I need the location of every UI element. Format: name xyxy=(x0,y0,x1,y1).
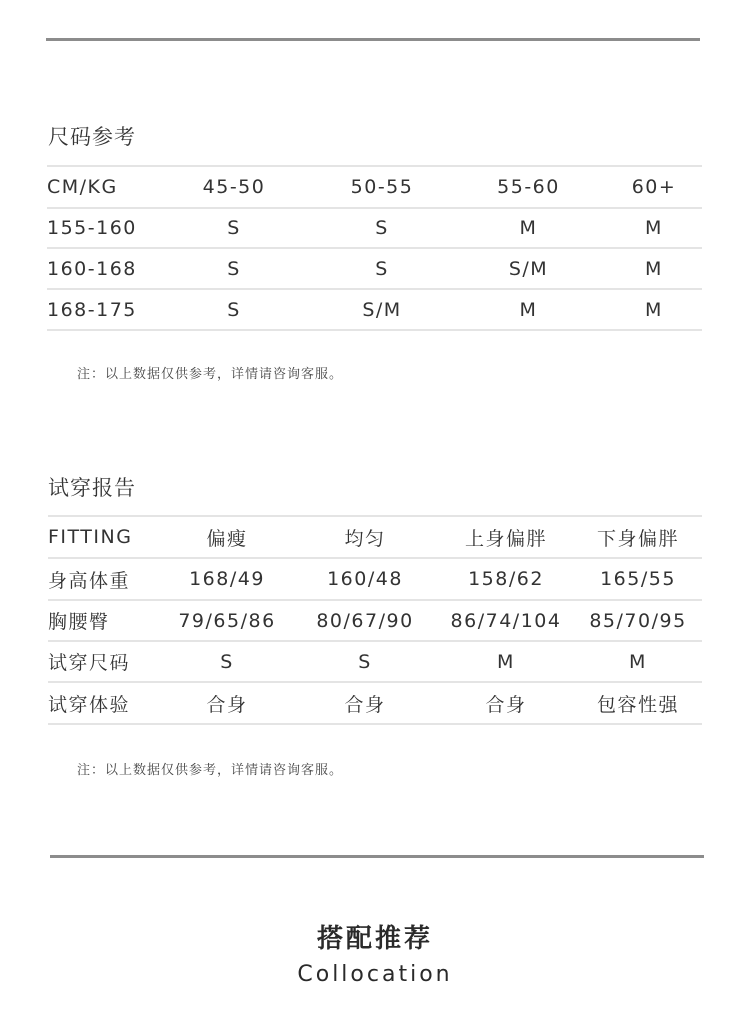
table-header-cell: 60+ xyxy=(606,166,702,208)
table-cell: S xyxy=(155,289,313,330)
table-cell: M xyxy=(438,641,574,682)
table-cell: 160/48 xyxy=(292,558,438,600)
table-row xyxy=(48,641,702,682)
table-cell: M xyxy=(606,248,702,289)
table-header-cell: 55-60 xyxy=(451,166,606,208)
table-cell: S xyxy=(155,208,313,248)
table-cell: 合身 xyxy=(292,682,438,724)
fitting-report-note: 注：以上数据仅供参考，详情请咨询客服。 xyxy=(77,763,344,778)
table-row xyxy=(48,600,702,641)
size-reference-table xyxy=(47,165,702,331)
table-cell: M xyxy=(606,289,702,330)
table-cell: S/M xyxy=(451,248,606,289)
table-header-cell: FITTING xyxy=(48,516,162,558)
table-header-row xyxy=(47,166,702,208)
table-row xyxy=(48,558,702,600)
table-header-cell: 偏瘦 xyxy=(162,516,292,558)
table-cell: 86/74/104 xyxy=(438,600,574,641)
table-cell: 80/67/90 xyxy=(292,600,438,641)
table-cell: 79/65/86 xyxy=(162,600,292,641)
collocation-subtitle: Collocation xyxy=(297,962,453,987)
table-cell: 试穿尺码 xyxy=(48,641,162,682)
table-header-cell: 均匀 xyxy=(292,516,438,558)
table-cell: 包容性强 xyxy=(574,682,702,724)
table-header-cell: CM/KG xyxy=(47,166,155,208)
table-header-cell: 下身偏胖 xyxy=(574,516,702,558)
size-reference-note: 注：以上数据仅供参考，详情请咨询客服。 xyxy=(77,367,344,382)
table-cell: 155-160 xyxy=(47,208,155,248)
table-cell: 168-175 xyxy=(47,289,155,330)
table-cell: 试穿体验 xyxy=(48,682,162,724)
table-header-row xyxy=(48,516,702,558)
table-cell: 168/49 xyxy=(162,558,292,600)
table-cell: 身高体重 xyxy=(48,558,162,600)
collocation-title: 搭配推荐 xyxy=(316,924,433,954)
table-cell: 合身 xyxy=(438,682,574,724)
table-header-cell: 50-55 xyxy=(313,166,451,208)
table-row xyxy=(47,248,702,289)
table-cell: S xyxy=(155,248,313,289)
fitting-report-title: 试穿报告 xyxy=(48,476,136,500)
table-header-cell: 45-50 xyxy=(155,166,313,208)
table-cell: 胸腰臀 xyxy=(48,600,162,641)
table-cell: M xyxy=(451,208,606,248)
table-cell: 158/62 xyxy=(438,558,574,600)
table-cell: M xyxy=(451,289,606,330)
table-cell: S/M xyxy=(313,289,451,330)
size-reference-title: 尺码参考 xyxy=(48,125,136,149)
top-divider xyxy=(46,38,700,41)
fitting-report-table xyxy=(48,515,702,725)
table-cell: S xyxy=(313,208,451,248)
table-cell: S xyxy=(292,641,438,682)
table-row xyxy=(48,682,702,724)
table-cell: 合身 xyxy=(162,682,292,724)
table-cell: 165/55 xyxy=(574,558,702,600)
table-cell: S xyxy=(162,641,292,682)
table-cell: 85/70/95 xyxy=(574,600,702,641)
table-row xyxy=(47,208,702,248)
table-cell: S xyxy=(313,248,451,289)
collocation-divider xyxy=(50,855,704,858)
table-cell: M xyxy=(606,208,702,248)
table-cell: M xyxy=(574,641,702,682)
table-row xyxy=(47,289,702,330)
table-cell: 160-168 xyxy=(47,248,155,289)
table-header-cell: 上身偏胖 xyxy=(438,516,574,558)
